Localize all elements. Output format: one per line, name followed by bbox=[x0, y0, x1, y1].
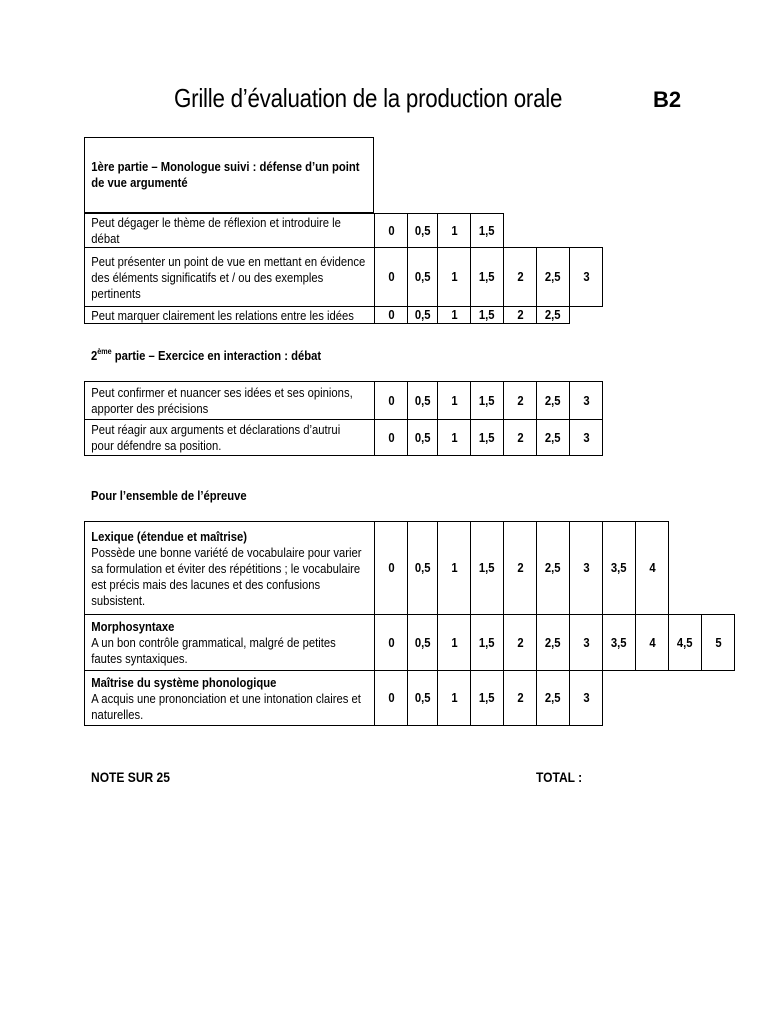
score-cell[interactable] bbox=[569, 614, 603, 671]
criterion-cell bbox=[84, 614, 375, 671]
score-value: 1,5 bbox=[479, 270, 495, 284]
criterion-text bbox=[85, 385, 353, 417]
score-cell[interactable] bbox=[569, 670, 603, 726]
score-value: 1 bbox=[450, 393, 458, 408]
score-cell[interactable] bbox=[407, 521, 438, 615]
criterion-cell bbox=[84, 213, 375, 248]
score-value: 2 bbox=[516, 635, 524, 650]
score-cell[interactable] bbox=[437, 521, 471, 615]
score-value: 0,5 bbox=[414, 270, 431, 284]
total-label: TOTAL : bbox=[536, 769, 583, 785]
score-value: 1,5 bbox=[479, 430, 495, 445]
criterion-line: subsistent. bbox=[91, 594, 146, 608]
score-cell[interactable] bbox=[437, 614, 471, 671]
score-value: 1,5 bbox=[479, 308, 495, 322]
score-value: 2 bbox=[516, 308, 524, 322]
criterion-text bbox=[85, 619, 336, 667]
score-cell[interactable] bbox=[569, 419, 603, 456]
score-cell[interactable] bbox=[536, 419, 570, 456]
criterion-cell bbox=[84, 419, 375, 456]
score-value: 5 bbox=[714, 635, 722, 650]
score-cell[interactable] bbox=[536, 247, 570, 307]
criterion-line: fautes syntaxiques. bbox=[91, 652, 188, 666]
criterion-heading: Maîtrise du système phonologique bbox=[91, 676, 277, 690]
score-cell[interactable] bbox=[503, 306, 537, 324]
criterion-line: Peut confirmer et nuancer ses idées et ses opinions, bbox=[91, 386, 353, 400]
score-value: 1,5 bbox=[479, 561, 495, 575]
score-cell[interactable] bbox=[407, 419, 438, 456]
score-value: 1 bbox=[450, 308, 458, 322]
criterion-line: pour défendre sa position. bbox=[91, 439, 222, 453]
score-cell[interactable] bbox=[569, 247, 603, 307]
score-value: 3 bbox=[582, 635, 590, 650]
score-cell[interactable] bbox=[536, 614, 570, 671]
score-value: 2,5 bbox=[545, 270, 561, 284]
score-value: 1,5 bbox=[479, 393, 495, 408]
score-value: 2 bbox=[516, 430, 524, 445]
score-cell[interactable] bbox=[437, 419, 471, 456]
score-cell[interactable] bbox=[635, 521, 669, 615]
criterion-cell bbox=[84, 521, 375, 615]
criterion-text bbox=[85, 308, 354, 324]
criterion-text bbox=[85, 422, 340, 454]
criterion-text bbox=[85, 215, 341, 247]
score-value: 2 bbox=[516, 393, 524, 408]
criterion-line: Possède une bonne variété de vocabulaire pour varier bbox=[91, 546, 362, 560]
score-cell[interactable] bbox=[470, 614, 504, 671]
score-value: 2 bbox=[516, 270, 524, 284]
score-cell[interactable] bbox=[536, 521, 570, 615]
score-value: 0,5 bbox=[414, 430, 431, 445]
score-value: 3 bbox=[582, 393, 590, 408]
score-cell[interactable] bbox=[374, 306, 408, 324]
score-value: 3 bbox=[582, 270, 590, 284]
score-cell[interactable] bbox=[635, 614, 669, 671]
score-cell[interactable] bbox=[407, 614, 438, 671]
score-value: 3 bbox=[582, 691, 590, 705]
score-cell[interactable] bbox=[374, 614, 408, 671]
score-cell[interactable] bbox=[503, 247, 537, 307]
score-value: 0 bbox=[387, 430, 395, 445]
score-value: 4,5 bbox=[677, 635, 693, 650]
score-cell[interactable] bbox=[407, 247, 438, 307]
score-value: 0 bbox=[387, 223, 395, 238]
score-value: 0 bbox=[387, 691, 395, 705]
criterion-line: A acquis une prononciation et une intonation claires et bbox=[91, 692, 361, 706]
score-value: 2,5 bbox=[545, 635, 561, 650]
part2-title bbox=[91, 344, 321, 364]
score-cell[interactable] bbox=[374, 381, 408, 420]
score-value: 0,5 bbox=[414, 223, 431, 238]
score-value: 1 bbox=[450, 561, 458, 575]
score-cell[interactable] bbox=[470, 213, 504, 248]
criterion-cell bbox=[84, 670, 375, 726]
criterion-text bbox=[85, 254, 365, 302]
score-cell[interactable] bbox=[536, 381, 570, 420]
score-cell[interactable] bbox=[602, 521, 636, 615]
score-cell[interactable] bbox=[470, 521, 504, 615]
criterion-heading: Lexique (étendue et maîtrise) bbox=[91, 530, 247, 544]
score-value: 1 bbox=[450, 223, 458, 238]
score-cell[interactable] bbox=[374, 521, 408, 615]
criterion-text bbox=[85, 529, 361, 609]
score-cell[interactable] bbox=[470, 306, 504, 324]
score-cell[interactable] bbox=[668, 614, 702, 671]
score-cell[interactable] bbox=[407, 381, 438, 420]
score-cell[interactable] bbox=[470, 670, 504, 726]
score-cell[interactable] bbox=[437, 381, 471, 420]
score-cell[interactable] bbox=[437, 247, 471, 307]
score-value: 0,5 bbox=[414, 561, 431, 575]
score-cell[interactable] bbox=[407, 306, 438, 324]
score-cell[interactable] bbox=[437, 670, 471, 726]
note-label: NOTE SUR 25 bbox=[91, 769, 170, 785]
score-value: 1 bbox=[450, 635, 458, 650]
score-cell[interactable] bbox=[470, 247, 504, 307]
criterion-line: A un bon contrôle grammatical, malgré de petites bbox=[91, 636, 336, 650]
score-value: 0 bbox=[387, 308, 395, 322]
criterion-line: apporter des précisions bbox=[91, 402, 209, 416]
score-cell[interactable] bbox=[374, 247, 408, 307]
score-value: 0 bbox=[387, 635, 395, 650]
criterion-heading: Morphosyntaxe bbox=[91, 620, 175, 634]
score-cell[interactable] bbox=[701, 614, 735, 671]
criterion-line: Peut marquer clairement les relations entre les idées bbox=[91, 309, 354, 323]
criterion-line: pertinents bbox=[91, 287, 141, 301]
score-value: 2,5 bbox=[545, 561, 561, 575]
score-value: 2,5 bbox=[545, 393, 561, 408]
score-value: 0 bbox=[387, 393, 395, 408]
score-value: 0 bbox=[387, 270, 395, 284]
part1-title-box bbox=[84, 137, 374, 213]
score-value: 1,5 bbox=[479, 691, 495, 705]
criterion-text bbox=[85, 675, 361, 723]
score-value: 4 bbox=[648, 635, 656, 650]
score-value: 2 bbox=[516, 561, 524, 575]
score-value: 3 bbox=[582, 430, 590, 445]
score-cell[interactable] bbox=[536, 306, 570, 324]
score-value: 1 bbox=[450, 430, 458, 445]
score-value: 0,5 bbox=[414, 393, 431, 408]
page-title: Grille d’évaluation de la production orale bbox=[174, 83, 563, 113]
part1-title-line-2: de vue argumenté bbox=[91, 176, 188, 190]
criterion-line: sa formulation et éviter des répétitions ; le vocabulaire bbox=[91, 562, 361, 576]
score-cell[interactable] bbox=[569, 381, 603, 420]
score-value: 0,5 bbox=[414, 691, 431, 705]
part2-title-rest: partie – Exercice en interaction : débat bbox=[111, 349, 322, 363]
score-cell[interactable] bbox=[374, 213, 408, 248]
score-cell[interactable] bbox=[470, 419, 504, 456]
level-badge: B2 bbox=[653, 87, 682, 112]
score-cell[interactable] bbox=[503, 614, 537, 671]
score-cell[interactable] bbox=[503, 381, 537, 420]
score-value: 3,5 bbox=[611, 635, 627, 650]
score-cell[interactable] bbox=[407, 213, 438, 248]
part2-title-num: 2 bbox=[91, 349, 98, 363]
score-cell[interactable] bbox=[569, 521, 603, 615]
score-cell[interactable] bbox=[407, 670, 438, 726]
score-value: 0,5 bbox=[414, 308, 431, 322]
score-value: 3 bbox=[582, 561, 590, 575]
criterion-line: Peut dégager le thème de réflexion et introduire le bbox=[91, 216, 341, 230]
criterion-line: débat bbox=[91, 232, 120, 246]
criterion-cell bbox=[84, 381, 375, 420]
score-cell[interactable] bbox=[536, 670, 570, 726]
score-cell[interactable] bbox=[602, 614, 636, 671]
score-value: 3,5 bbox=[611, 561, 627, 575]
score-value: 0 bbox=[387, 561, 395, 575]
score-value: 4 bbox=[648, 561, 656, 575]
criterion-cell bbox=[84, 306, 375, 324]
score-value: 1 bbox=[450, 270, 458, 284]
score-cell[interactable] bbox=[470, 381, 504, 420]
score-value: 2,5 bbox=[545, 308, 561, 322]
score-cell[interactable] bbox=[503, 670, 537, 726]
score-value: 2 bbox=[516, 691, 524, 705]
score-cell[interactable] bbox=[437, 306, 471, 324]
criterion-line: Peut présenter un point de vue en mettant en évidence bbox=[91, 255, 366, 269]
criterion-line: est précis mais des lacunes et des confusions bbox=[91, 578, 321, 592]
part2-title-sup: ème bbox=[97, 347, 112, 356]
score-value: 1,5 bbox=[479, 223, 495, 238]
score-cell[interactable] bbox=[374, 419, 408, 456]
score-value: 2,5 bbox=[545, 691, 561, 705]
score-value: 1 bbox=[450, 691, 458, 705]
score-value: 0,5 bbox=[414, 635, 431, 650]
score-cell[interactable] bbox=[503, 521, 537, 615]
part3-title: Pour l’ensemble de l’épreuve bbox=[91, 489, 247, 503]
part1-title-line-1: 1ère partie – Monologue suivi : défense d’un point bbox=[91, 160, 360, 174]
score-value: 1,5 bbox=[479, 635, 495, 650]
score-cell[interactable] bbox=[437, 213, 471, 248]
score-cell[interactable] bbox=[374, 670, 408, 726]
score-cell[interactable] bbox=[503, 419, 537, 456]
criterion-line: naturelles. bbox=[91, 708, 144, 722]
criterion-line: Peut réagir aux arguments et déclarations d’autrui bbox=[91, 423, 341, 437]
score-value: 2,5 bbox=[545, 430, 561, 445]
criterion-cell bbox=[84, 247, 375, 307]
criterion-line: des éléments significatifs et / ou des exemples bbox=[91, 271, 324, 285]
